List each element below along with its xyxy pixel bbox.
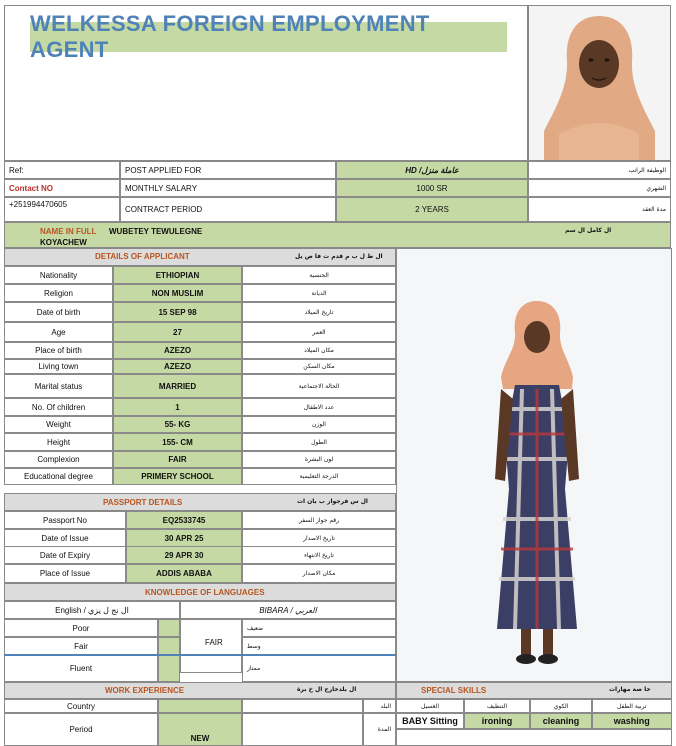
applicant-row-value: 55- KG: [113, 416, 242, 433]
work-header-arabic: ال بلدخارج ال خ برة: [297, 686, 357, 693]
portrait-photo: [529, 6, 670, 160]
applicant-row-label: Date of birth: [4, 302, 113, 322]
passport-header-label: PASSPORT DETAILS: [103, 498, 183, 507]
applicant-header-arabic: ال ط ل ب م قدم ت فا ص يل: [295, 253, 383, 260]
passport-row-value: 30 APR 25: [126, 529, 242, 547]
work-country-blank: [242, 699, 363, 713]
name-label-arabic: ال كامل ال سم: [565, 227, 612, 234]
language-level-arabic: ضعيف: [242, 619, 396, 637]
passport-row-value: ADDIS ABABA: [126, 564, 242, 583]
applicant-row-label: Age: [4, 322, 113, 342]
passport-row-arabic: رقم جواز السفر: [242, 511, 396, 529]
name-label: NAME IN FULL: [40, 227, 97, 236]
applicant-row-label: Living town: [4, 359, 113, 374]
skill-item: ironing: [464, 713, 530, 729]
skill-item: BABY Sitting: [396, 713, 464, 729]
language-level-english-mark: [158, 655, 180, 682]
work-country-value: [158, 699, 242, 713]
phone-number: +251994470605: [4, 197, 120, 222]
applicant-row-value: 15 SEP 98: [113, 302, 242, 322]
skill-arabic: الكوي: [530, 699, 592, 713]
language-level-label: Fluent: [4, 655, 158, 682]
name-first: WUBETEY TEWULEGNE: [109, 227, 203, 236]
work-header-label: WORK EXPERIENCE: [105, 686, 185, 695]
language-blue-rule: [4, 654, 396, 656]
work-period-label: Period: [4, 713, 158, 746]
name-last: KOYACHEW: [40, 238, 87, 247]
passport-row-arabic: مكان الاصدار: [242, 564, 396, 583]
skills-header-label: SPECIAL SKILLS: [421, 686, 487, 695]
passport-row-value: 29 APR 30: [126, 546, 242, 564]
applicant-row-value: ETHIOPIAN: [113, 266, 242, 284]
applicant-row-value: NON MUSLIM: [113, 284, 242, 302]
passport-header-arabic: ال س فرجواز ب بان ات: [297, 498, 368, 505]
applicant-row-label: No. Of children: [4, 398, 113, 416]
language-english: English / ال نج ل يزي: [4, 601, 180, 619]
skill-arabic: الغسيل: [396, 699, 464, 713]
language-level-label: Fair: [4, 637, 158, 655]
applicant-row-label: Religion: [4, 284, 113, 302]
post-value: HD /عاملة منزل: [336, 161, 528, 179]
applicant-row-label: Marital status: [4, 374, 113, 398]
work-period-blank: [242, 713, 363, 746]
ref-label: Ref:: [4, 161, 120, 179]
agency-title: WELKESSA FOREIGN EMPLOYMENT AGENT: [30, 22, 507, 52]
languages-header: [4, 583, 396, 601]
passport-row-value: EQ2533745: [126, 511, 242, 529]
applicant-row-arabic: عدد الاطفال: [242, 398, 396, 416]
language-level-english-mark: [158, 637, 180, 655]
applicant-header: [4, 248, 396, 266]
applicant-row-value: FAIR: [113, 451, 242, 468]
applicant-row-value: PRIMERY SCHOOL: [113, 468, 242, 485]
language-arabic: BIBARA / العربي: [180, 601, 396, 619]
passport-row-label: Place of Issue: [4, 564, 126, 583]
salary-arabic: الشهري: [528, 179, 671, 197]
skill-item: cleaning: [530, 713, 592, 729]
applicant-row-value: AZEZO: [113, 359, 242, 374]
post-label: POST APPLIED FOR: [120, 161, 336, 179]
passport-row-label: Passport No: [4, 511, 126, 529]
applicant-row-arabic: الديانة: [242, 284, 396, 302]
passport-header: [4, 493, 396, 511]
applicant-row-arabic: الجنسية: [242, 266, 396, 284]
applicant-row-arabic: الوزن: [242, 416, 396, 433]
full-body-photo: [397, 249, 671, 681]
skills-header: [396, 682, 672, 699]
language-level-english-mark: [158, 619, 180, 637]
skills-header-arabic: خا صة مهارات: [609, 686, 651, 693]
contract-value: 2 YEARS: [336, 197, 528, 222]
skills-blank-row: [396, 729, 672, 746]
applicant-row-arabic: الدرجة التعليمية: [242, 468, 396, 485]
work-country-label: Country: [4, 699, 158, 713]
applicant-row-label: Weight: [4, 416, 113, 433]
skill-arabic: التنظيف: [464, 699, 530, 713]
applicant-row-label: Complexion: [4, 451, 113, 468]
language-arabic-level: FAIR: [205, 638, 223, 647]
portrait-photo-frame: [528, 5, 671, 161]
work-country-arabic: البلد: [363, 699, 396, 713]
post-arabic: الوظيفة الراتب: [528, 161, 671, 179]
applicant-row-label: Place of birth: [4, 342, 113, 359]
skill-item: washing: [592, 713, 672, 729]
language-level-arabic: وسط: [242, 637, 396, 655]
passport-row-arabic: تاريخ الانتهاء: [242, 546, 396, 564]
salary-value: 1000 SR: [336, 179, 528, 197]
applicant-row-label: Nationality: [4, 266, 113, 284]
contract-label: CONTRACT PERIOD: [120, 197, 336, 222]
applicant-row-arabic: الطول: [242, 433, 396, 451]
applicant-row-arabic: الحالة الاجتماعية: [242, 374, 396, 398]
name-row: [4, 222, 671, 248]
applicant-row-value: 1: [113, 398, 242, 416]
applicant-row-value: AZEZO: [113, 342, 242, 359]
language-level-arabic: ممتاز: [242, 655, 396, 682]
applicant-row-label: Educational degree: [4, 468, 113, 485]
work-period-arabic: المدة: [363, 713, 396, 746]
languages-header-label: KNOWLEDGE OF LANGUAGES: [145, 588, 265, 597]
skill-arabic: تربية الطفل: [592, 699, 672, 713]
contact-label: Contact NO: [4, 179, 120, 197]
contract-arabic: مدة العقد: [528, 197, 671, 222]
salary-label: MONTHLY SALARY: [120, 179, 336, 197]
applicant-row-arabic: لون البشرة: [242, 451, 396, 468]
applicant-row-value: MARRIED: [113, 374, 242, 398]
applicant-row-value: 155- CM: [113, 433, 242, 451]
applicant-row-arabic: العمر: [242, 322, 396, 342]
full-photo-frame: [396, 248, 672, 682]
work-header: [4, 682, 396, 699]
applicant-header-label: DETAILS OF APPLICANT: [95, 252, 190, 261]
passport-row-label: Date of Expiry: [4, 546, 126, 564]
applicant-row-label: Height: [4, 433, 113, 451]
applicant-row-arabic: مكان السكن: [242, 359, 396, 374]
passport-row-label: Date of Issue: [4, 529, 126, 547]
applicant-row-arabic: مكان الميلاد: [242, 342, 396, 359]
work-period-value: NEW: [158, 713, 242, 746]
applicant-row-arabic: تاريخ الميلاد: [242, 302, 396, 322]
passport-row-arabic: تاريخ الاصدار: [242, 529, 396, 547]
language-level-label: Poor: [4, 619, 158, 637]
applicant-row-value: 27: [113, 322, 242, 342]
